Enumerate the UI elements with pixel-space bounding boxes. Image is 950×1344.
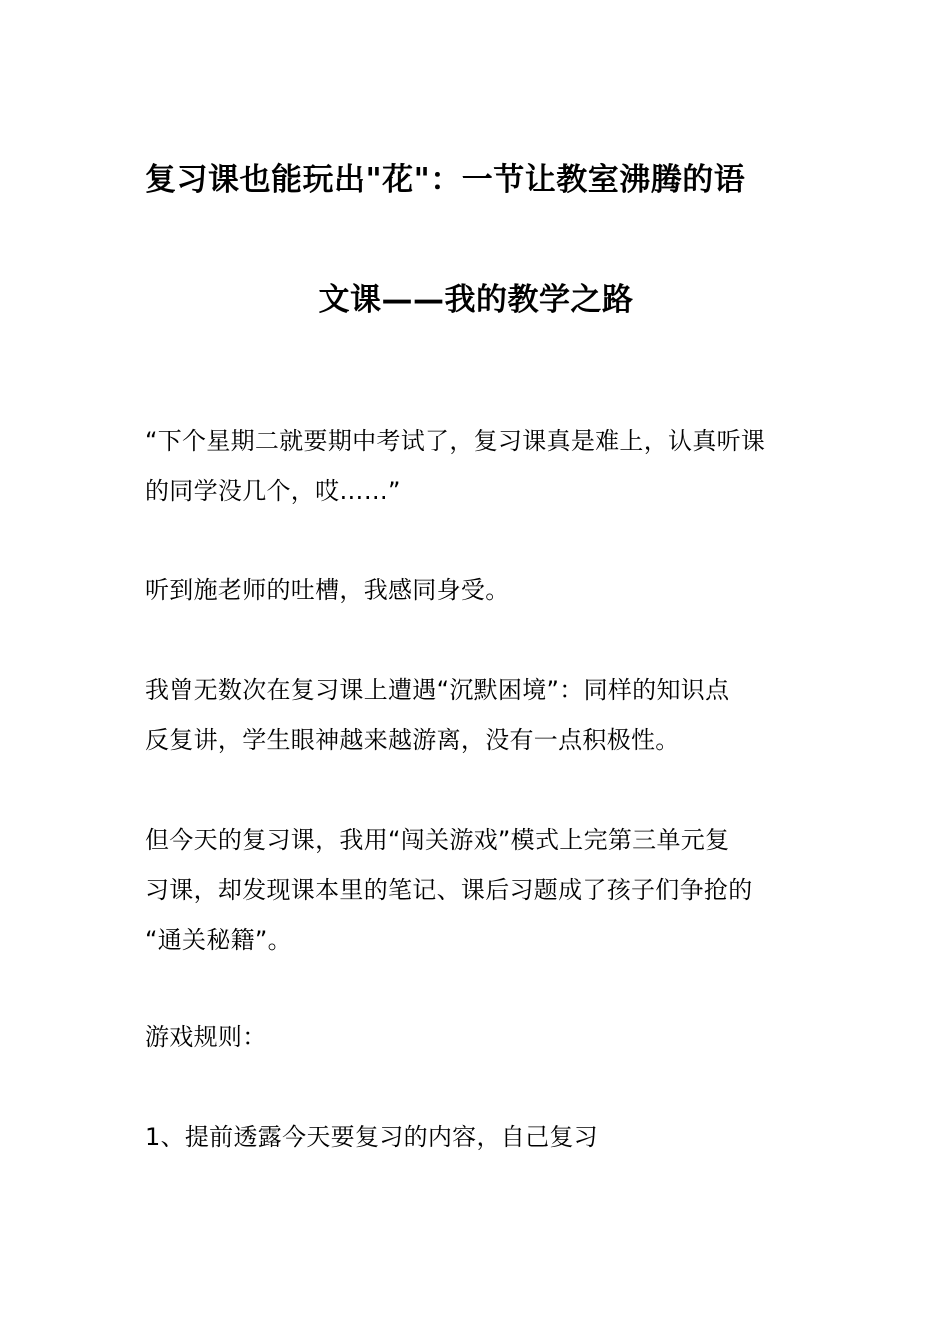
paragraph-line: 反复讲，学生眼神越来越游离，没有一点积极性。 [145,726,680,754]
paragraph-teacher-quote [145,416,807,516]
paragraph-line: 但今天的复习课，我用“闯关游戏”模式上完第三单元复 [145,826,730,854]
paragraph-line: “通关秘籍”。 [145,926,292,954]
paragraph-game-mode [145,815,807,965]
paragraph-line: “下个星期二就要期中考试了，复习课真是难上，认真听课 [145,427,766,455]
paragraph-empathy [145,565,807,615]
paragraph-line: 习课，却发现课本里的笔记、课后习题成了孩子们争抢的 [145,876,753,904]
paragraph-line: 游戏规则： [145,1023,267,1051]
article-title-line-1: 复习课也能玩出"花"：一节让教室沸腾的语 [145,162,746,198]
paragraph-line: 我曾无数次在复习课上遭遇“沉默困境”：同样的知识点 [145,676,730,704]
paragraph-game-rules-heading [145,1012,807,1062]
paragraph-silence-dilemma [145,665,807,765]
list-item-rule-1 [145,1112,807,1162]
paragraph-line: 1、提前透露今天要复习的内容，自己复习 [145,1123,598,1151]
paragraph-line: 听到施老师的吐槽，我感同身受。 [145,576,510,604]
article-title-line-2: 文课——我的教学之路 [318,282,634,318]
paragraph-line: 的同学没几个，哎……” [145,477,401,505]
